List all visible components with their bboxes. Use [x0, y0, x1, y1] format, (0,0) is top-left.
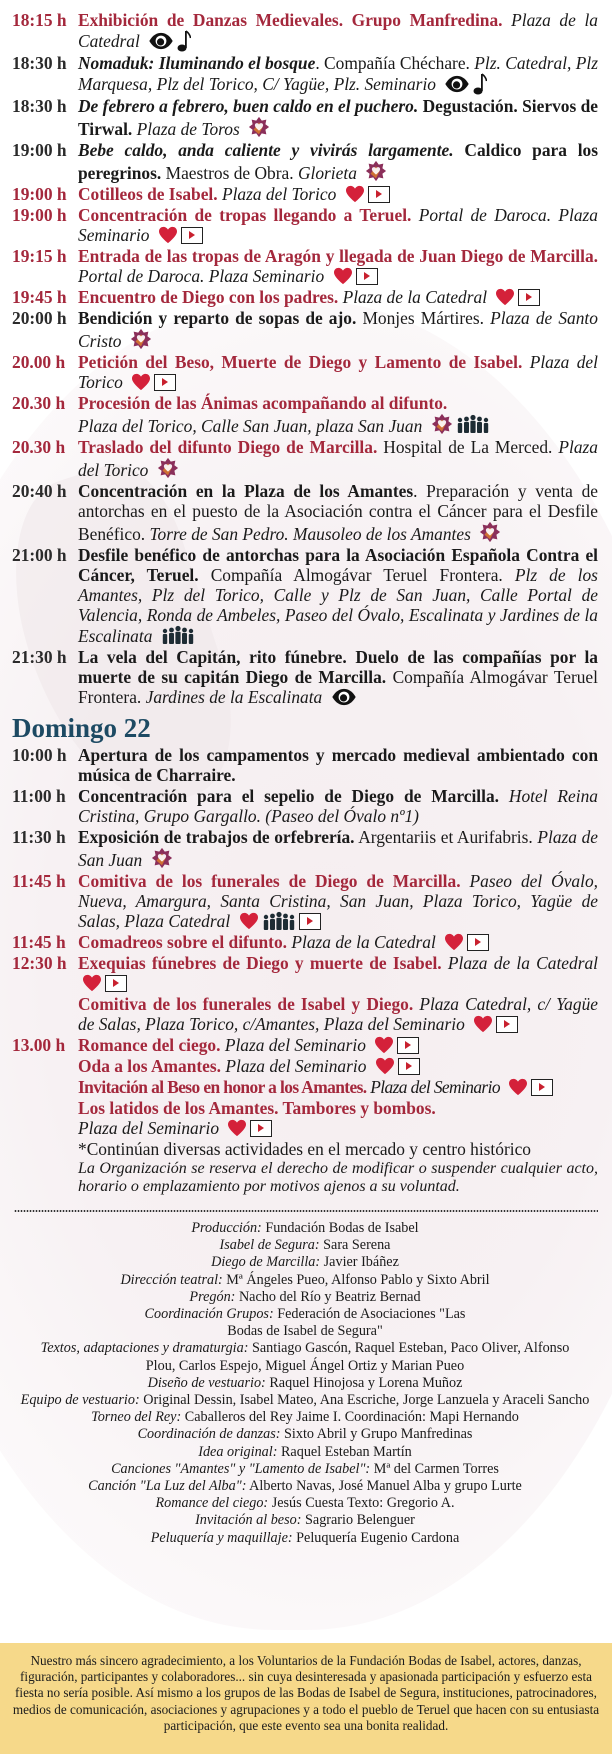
- play-icon[interactable]: [518, 289, 540, 306]
- event-place: Portal de Daroca. Plaza Seminario: [78, 266, 325, 286]
- heart-icon: [333, 267, 353, 285]
- event-detail: Degustación. Siervos de Tirwal.: [78, 96, 598, 139]
- sunday-schedule: [12, 745, 598, 1138]
- event-item: [12, 994, 598, 1034]
- event-place: Plaza de la Catedral: [78, 10, 598, 51]
- event-title: Invitación al Beso en honor a los Amantes.: [78, 1077, 367, 1097]
- credit-line: Invitación al beso: Sagrario Belenguer: [195, 1512, 415, 1529]
- event-time: 11:30 h: [12, 827, 66, 847]
- credit-line: Idea original: Raquel Esteban Martín: [198, 1443, 412, 1460]
- event-detail: Compañía Almogávar Teruel Frontera.: [78, 667, 598, 707]
- event-title: Los latidos de los Amantes. Tambores y bombos.: [78, 1098, 436, 1118]
- heart-icon: [239, 912, 259, 930]
- event-place: Plaza del Seminario: [370, 1077, 500, 1097]
- event-place: Plaza del Torico: [221, 184, 337, 204]
- event-place: Plaza del Seminario: [225, 1056, 367, 1076]
- event-time: 19:00 h: [12, 140, 67, 160]
- event-title: Concentración de tropas llegando a Teruel.: [78, 205, 412, 225]
- event-time: 13.00 h: [12, 1035, 66, 1055]
- play-icon[interactable]: [368, 186, 390, 203]
- event-time: 18:30 h: [12, 53, 67, 73]
- event-item: [12, 1035, 598, 1055]
- event-item: [12, 647, 598, 707]
- day-heading: Domingo 22: [12, 713, 151, 743]
- event-item: [12, 393, 598, 436]
- event-detail: Caldico para los peregrinos.: [78, 140, 598, 183]
- event-place: Plaza del Seminario: [78, 1118, 220, 1138]
- event-item: [12, 745, 598, 785]
- play-icon[interactable]: [154, 374, 176, 391]
- event-place: Plaza del Torico: [78, 352, 598, 392]
- eye-icon: [148, 32, 174, 50]
- event-place: Plaza Catedral, c/ Yagüe de Salas, Plaza Torico, c/Amantes, Plaza del Seminario: [78, 994, 598, 1034]
- heart-icon: [227, 1119, 247, 1137]
- event-place: Glorieta: [297, 163, 357, 183]
- event-title: Comadreos sobre el difunto.: [78, 932, 288, 952]
- event-title: De febrero a febrero, buen caldo en el puchero.: [78, 96, 419, 116]
- event-title: Comitiva de los funerales de Diego de Marcilla.: [78, 871, 461, 891]
- event-item: [12, 481, 598, 544]
- credit-line: Canciones "Amantes" y "Lamento de Isabel": Mª del Carmen Torres: [111, 1460, 499, 1477]
- event-title: Entrada de las tropas de Aragón y llegada de Juan Diego de Marcilla.: [78, 246, 598, 266]
- event-time: 20.30 h: [12, 437, 66, 457]
- play-icon[interactable]: [105, 975, 127, 992]
- play-icon[interactable]: [299, 913, 321, 930]
- play-icon[interactable]: [496, 1016, 518, 1033]
- event-time: 19:45 h: [12, 287, 67, 307]
- credit-line: Romance del ciego: Jesús Cuesta Texto: Gregorio A.: [155, 1495, 455, 1512]
- event-title: Concentración para el sepelio de Diego de Marcilla.: [78, 786, 499, 806]
- event-time: [12, 1077, 78, 1097]
- event-time: 18:30 h: [12, 96, 67, 116]
- event-place: Plaza del Torico, Calle San Juan, plaza San Juan: [78, 416, 423, 436]
- event-time: 19:00 h: [12, 184, 67, 204]
- event-title: Procesión de las Ánimas acompañando al difunto.: [78, 393, 448, 413]
- music-note-icon: [473, 73, 487, 95]
- credit-line: Coordinación de danzas: Sixto Abril y Grupo Manfredinas: [137, 1426, 473, 1443]
- event-item: [12, 953, 598, 993]
- event-title: Desfile benéfico de antorchas para la Asociación Española Contra el Cáncer, Teruel.: [78, 545, 598, 585]
- event-title: Encuentro de Diego con los padres.: [78, 287, 339, 307]
- event-item: [12, 1077, 598, 1097]
- event-title: Cotilleos de Isabel.: [78, 184, 218, 204]
- event-item: [12, 871, 598, 931]
- event-title: Exhibición de Danzas Medievales. Grupo Manfredina.: [78, 10, 503, 30]
- event-item: [12, 1098, 598, 1138]
- event-item: [12, 308, 598, 351]
- event-item: [12, 827, 598, 870]
- event-detail: . Compañía Chéchare.: [315, 53, 470, 73]
- event-time: 11:00 h: [12, 786, 66, 806]
- event-place: Torre de San Pedro. Mausoleo de los Amantes: [149, 524, 471, 544]
- event-item: [12, 184, 598, 204]
- event-title: Traslado del difunto Diego de Marcilla.: [78, 437, 378, 457]
- credit-line: Producción: Fundación Bodas de Isabel: [191, 1220, 419, 1236]
- heart-icon: [345, 185, 365, 203]
- play-icon[interactable]: [181, 227, 203, 244]
- event-place: Paseo del Óvalo, Nueva, Amargura, Santa Cristina, San Juan, Plaza Torico, Yagüe de Salas, Plaza Catedral: [78, 871, 598, 931]
- event-place: Plaza de Toros: [136, 119, 240, 139]
- event-place: Portal de Daroca. Plaza Seminario: [78, 205, 598, 245]
- event-item: [12, 10, 598, 52]
- event-title: Petición del Beso, Muerte de Diego y Lamento de Isabel.: [78, 352, 523, 372]
- event-time: 20:40 h: [12, 481, 67, 501]
- heart-icon: [495, 288, 515, 306]
- play-icon[interactable]: [531, 1079, 553, 1096]
- dotted-separator: [14, 1210, 598, 1212]
- eye-icon: [331, 688, 357, 706]
- heart-icon: [82, 974, 102, 992]
- footnote: *Continúan diversas actividades en el mercado y centro histórico: [78, 1139, 531, 1159]
- event-item: [12, 352, 598, 392]
- event-item: [12, 140, 598, 183]
- event-place: Plaza de la Catedral: [291, 932, 436, 952]
- event-place: Plaza del Torico: [78, 437, 598, 480]
- event-item: [12, 932, 598, 952]
- people-icon: [262, 911, 296, 931]
- event-place: Plz de los Amantes, Plz del Torico, Calle y Plz de San Juan, Calle Portal de Valencia, Ronda de Ambeles, Paseo del Óvalo, Escalinata y Jardines de la Escalinata: [78, 565, 598, 646]
- credit-line: Textos, adaptaciones y dramaturgia: Santiago Gascón, Raquel Esteban, Paco Oliver, Alfonso Plou, Carlos Espejo, Miguel Ángel Ortiz y Marian Pueo: [40, 1340, 570, 1374]
- event-item: [12, 205, 598, 245]
- eye-icon: [444, 75, 470, 93]
- event-item: [12, 246, 598, 286]
- group-badge-icon: [431, 413, 453, 435]
- event-time: 20.00 h: [12, 352, 66, 372]
- event-detail: Compañía Almogávar Teruel Frontera.: [210, 565, 503, 585]
- heart-icon: [508, 1078, 528, 1096]
- event-time: 21:30 h: [12, 647, 67, 667]
- event-time: 11:45 h: [12, 871, 66, 891]
- heart-icon: [473, 1015, 493, 1033]
- event-time: 10:00 h: [12, 745, 67, 765]
- event-detail-2: Maestros de Obra.: [165, 163, 294, 183]
- event-title: Romance del ciego.: [78, 1035, 221, 1055]
- group-badge-icon: [130, 328, 152, 350]
- heart-icon: [158, 226, 178, 244]
- play-icon[interactable]: [356, 268, 378, 285]
- event-title: Nomaduk: Iluminando el bosque: [78, 53, 316, 73]
- event-item: [12, 786, 598, 826]
- heart-icon: [131, 373, 151, 391]
- heart-icon: [374, 1036, 394, 1054]
- event-time: 19:15 h: [12, 246, 67, 266]
- group-badge-icon: [151, 847, 173, 869]
- event-time: 18:15 h: [12, 10, 67, 30]
- credit-line: Pregón: Nacho del Río y Beatriz Bernad: [189, 1288, 421, 1305]
- event-item: [12, 437, 598, 480]
- credit-line: Diego de Marcilla: Javier Ibáñez: [211, 1254, 399, 1271]
- heart-icon: [375, 1057, 395, 1075]
- play-icon[interactable]: [397, 1037, 419, 1054]
- credit-line: Canción "La Luz del Alba": Alberto Navas, José Manuel Alba y grupo Lurte: [88, 1478, 522, 1495]
- people-icon: [456, 414, 490, 434]
- heart-icon: [444, 933, 464, 951]
- event-place: Hotel Reina Cristina, Grupo Gargallo. (Paseo del Óvalo nº1): [78, 786, 598, 826]
- play-icon[interactable]: [467, 934, 489, 951]
- play-icon[interactable]: [250, 1120, 272, 1137]
- event-place: Jardines de la Escalinata: [145, 687, 323, 707]
- event-time: [12, 1098, 78, 1138]
- event-item: [12, 96, 598, 139]
- event-place: Plaza de Santo Cristo: [78, 308, 598, 351]
- credit-line: Torneo del Rey: Caballeros del Rey Jaime I. Coordinación: Mapi Hernando: [91, 1409, 519, 1426]
- credits-section: [12, 1220, 598, 1547]
- event-title: Bebe caldo, anda caliente y vivirás largamente.: [78, 140, 454, 160]
- event-detail: . Preparación y venta de antorchas en el puesto de la Asociación contra el Cáncer para el Desfile Benéfico.: [78, 481, 598, 544]
- credit-line: Diseño de vestuario: Raquel Hinojosa y Lorena Muñoz: [147, 1374, 463, 1391]
- event-place: Plz. Catedral, Plz Marquesa, Plz del Torico, C/ Yagüe, Plz. Seminario: [78, 53, 599, 94]
- event-time: 12:30 h: [12, 953, 67, 973]
- event-detail: Hospital de La Merced.: [383, 437, 553, 457]
- acknowledgements-box: Nuestro más sincero agradecimiento, a los Voluntarios de la Fundación Bodas de Isabel, actores, danzas, figuración, participantes y colaboradores... sin cuya desinteresada y apasionada participación y esfuerzo esta fiesta no sería posible. Así mismo a los grupos de las Bodas de Isabel de Segura, instituciones, patrocinadores, medios de comunicación, asociaciones y agrupaciones y a todo el pueblo de Teruel que hacen con su entusiasta participación, que este evento sea una bonita realidad.: [0, 1643, 612, 1754]
- event-title: Bendición y reparto de sopas de ajo.: [78, 308, 357, 328]
- event-time: [12, 994, 78, 1034]
- event-detail: Argentariis et Aurifabris.: [358, 827, 533, 847]
- event-place: Plaza de la Catedral: [342, 287, 488, 307]
- event-time: 20.30 h: [12, 393, 66, 413]
- play-icon[interactable]: [398, 1058, 420, 1075]
- event-title: Concentración en la Plaza de los Amantes: [78, 481, 414, 501]
- event-place: Plaza de la Catedral: [447, 953, 598, 973]
- event-item: [12, 545, 598, 646]
- music-note-icon: [177, 30, 191, 52]
- event-time: [12, 1056, 78, 1076]
- credit-line: Isabel de Segura: Sara Serena: [219, 1237, 391, 1254]
- event-title: Comitiva de los funerales de Isabel y Diego.: [78, 994, 414, 1014]
- event-time: 21:00 h: [12, 545, 67, 565]
- event-place: Plaza del Seminario: [224, 1035, 366, 1055]
- event-time: 11:45 h: [12, 932, 66, 952]
- people-icon: [161, 625, 195, 645]
- event-detail: Monjes Mártires.: [362, 308, 484, 328]
- event-title: Exposición de trabajos de orfebrería.: [78, 827, 355, 847]
- saturday-schedule: [12, 10, 598, 707]
- event-title: Oda a los Amantes.: [78, 1056, 222, 1076]
- group-badge-icon: [248, 116, 270, 138]
- group-badge-icon: [157, 457, 179, 479]
- credit-line: Coordinación Grupos: Federación de Asociaciones "Las Bodas de Isabel de Segura": [144, 1306, 466, 1340]
- group-badge-icon: [365, 160, 387, 182]
- event-time: 20:00 h: [12, 308, 67, 328]
- event-title: La vela del Capitán, rito fúnebre. Duelo de las compañías por la muerte de su capitán Diego de Marcilla.: [78, 647, 598, 687]
- credit-line: Peluquería y maquillaje: Peluquería Eugenio Cardona: [150, 1529, 460, 1546]
- event-item: [12, 53, 598, 95]
- event-title: Exequias fúnebres de Diego y muerte de Isabel.: [78, 953, 442, 973]
- credit-line: Equipo de vestuario: Original Dessin, Isabel Mateo, Ana Escriche, Jorge Lanzuela y Araceli Sancho: [20, 1392, 590, 1409]
- event-time: 19:00 h: [12, 205, 67, 225]
- group-badge-icon: [479, 521, 501, 543]
- credit-line: Dirección teatral: Mª Ángeles Pueo, Alfonso Pablo y Sixto Abril: [120, 1271, 490, 1288]
- event-item: [12, 1056, 598, 1076]
- event-place: Plaza de San Juan: [78, 827, 598, 870]
- event-title: Apertura de los campamentos y mercado medieval ambientado con música de Charraire.: [78, 745, 598, 785]
- disclaimer: La Organización se reserva el derecho de modificar o suspender cualquier acto, horario o emplazamiento por motivos ajenos a su voluntad.: [78, 1160, 598, 1195]
- event-item: [12, 287, 598, 307]
